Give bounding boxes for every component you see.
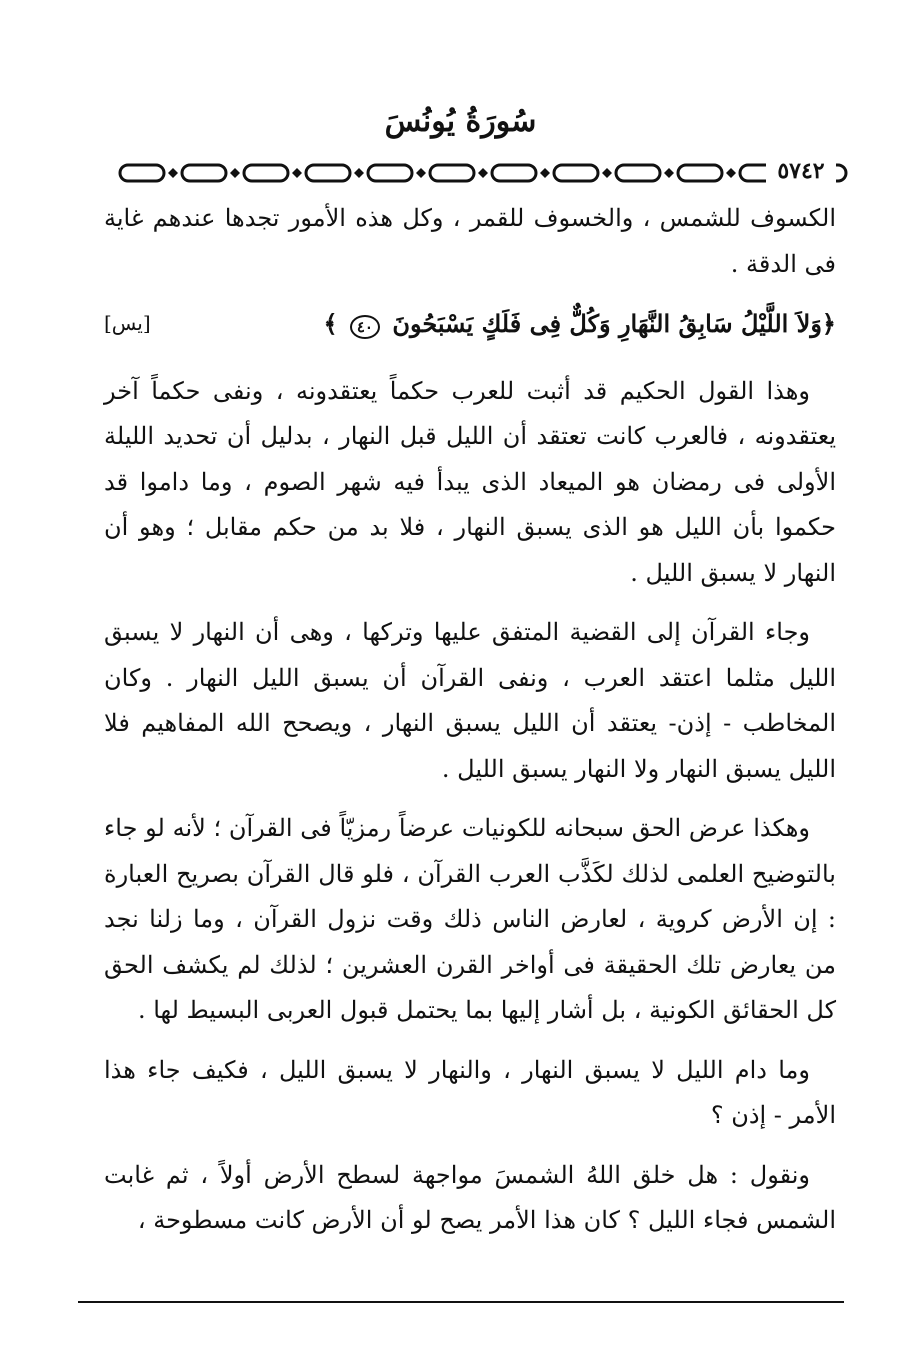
surah-title: سُورَةُ يُونُسَ xyxy=(384,104,537,139)
paragraph: الكسوف للشمس ، والخسوف للقمر ، وكل هذه الأمور تجدها عندهم غاية فى الدقة . xyxy=(104,204,836,278)
page-number: ٥٧٤٢ xyxy=(766,158,836,184)
verse-text-wrap xyxy=(323,301,836,347)
verse-reference: [يس] xyxy=(104,311,151,335)
paragraph: وهذا القول الحكيم قد أثبت للعرب حكماً يعتقدونه ، ونفى حكماً آخر يعتقدونه ، فالعرب كانت تعتقد أن الليل قبل النهار ، بدليل أن تحديد الليلة الأولى فى رمضان هو الميعاد الذى يبدأ فيه شهر الصوم ، وما داموا قد حكموا بأن الليل هو الذى يسبق النهار ، فلا بد من حكم مقابل ؛ وهو أن النهار لا يسبق الليل . xyxy=(104,376,836,587)
paragraph: وهكذا عرض الحق سبحانه للكونيات عرضاً رمزيّاً فى القرآن ؛ لأنه لو جاء بالتوضيح العلمى لذلك لكَذَّب العرب القرآن ، فلو قال القرآن بصريح العبارة : إن الأرض كروية ، لعارض الناس ذلك وقت نزول القرآن ، وما زلنا نجد من يعارض تلك الحقيقة فى أواخر القرن العشرين ؛ لذلك لم يكشف الحق كل الحقائق الكونية ، بل أشار إليها بما يحتمل قبول العربى البسيط لها . xyxy=(104,814,836,1024)
quran-verse xyxy=(104,301,836,347)
ornamental-border xyxy=(118,160,848,186)
paragraph: وما دام الليل لا يسبق النهار ، والنهار لا يسبق الليل ، فكيف جاء هذا الأمر - إذن ؟ xyxy=(104,1055,836,1129)
paragraph: ونقول : هل خلق اللهُ الشمسَ مواجهة لسطح الأرض أولاً ، ثم غابت الشمس فجاء الليل ؟ كان هذا الأمر يصح لو أن الأرض كانت مسطوحة ، xyxy=(104,1160,836,1234)
verse-number: ٤٠ xyxy=(350,315,380,339)
verse-text: ﴿وَلاَ اللَّيْلُ سَابِقُ النَّهَارِ وَكُلٌّ فِى فَلَكٍ يَسْبَحُونَ xyxy=(392,309,836,338)
verse-end-bracket: ﴾ xyxy=(323,309,338,338)
paragraph: وجاء القرآن إلى القضية المتفق عليها وتركها ، وهى أن النهار لا يسبق الليل مثلما اعتقد العرب ، ونفى القرآن أن يسبق الليل النهار . وكان المخاطب - إذن- يعتقد أن الليل يسبق النهار ، ويصحح الله المفاهيم فلا الليل يسبق النهار ولا النهار يسبق الليل . xyxy=(104,618,836,783)
footer-rule xyxy=(78,1301,844,1303)
body-text xyxy=(104,196,836,1258)
